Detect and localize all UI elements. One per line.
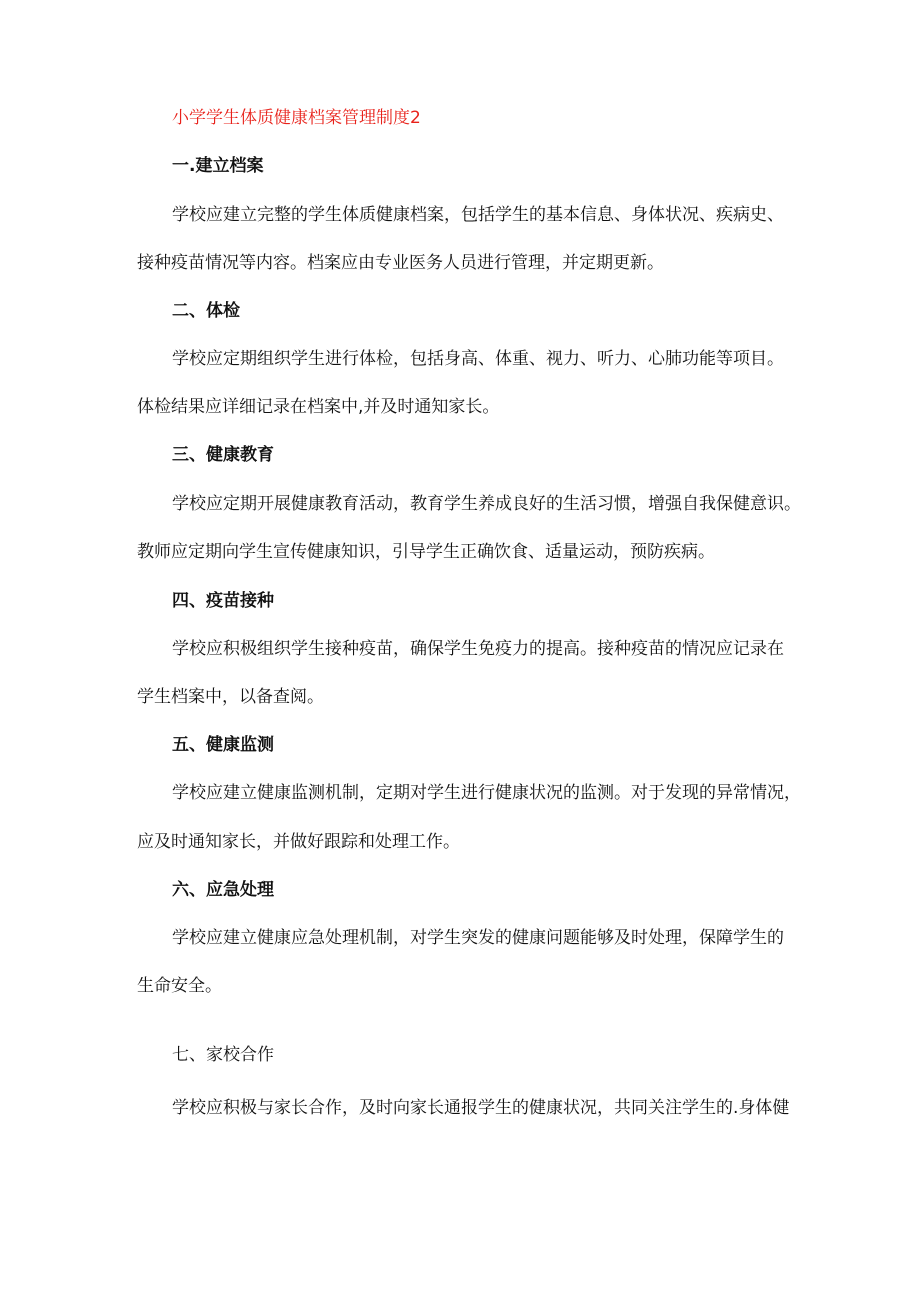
section-heading-7: 七、家校合作	[172, 1045, 274, 1065]
section-6-line-2: 生命安全。	[137, 976, 222, 996]
section-heading-1: 一.建立档案	[172, 156, 264, 176]
section-5-line-2: 应及时通知家长，并做好跟踪和处理工作。	[137, 832, 460, 852]
section-4-line-1: 学校应积极组织学生接种疫苗，确保学生免疫力的提高。接种疫苗的情况应记录在	[172, 639, 784, 659]
section-heading-4: 四、疫苗接种	[172, 591, 274, 611]
section-heading-5: 五、健康监测	[172, 735, 274, 755]
section-3-line-1: 学校应定期开展健康教育活动，教育学生养成良好的生活习惯，增强自我保健意识。	[172, 494, 801, 514]
section-2-line-2: 体检结果应详细记录在档案中,并及时通知家长。	[137, 397, 500, 417]
section-5-line-1: 学校应建立健康监测机制，定期对学生进行健康状况的监测。对于发现的异常情况，	[172, 783, 801, 803]
section-2-line-1: 学校应定期组织学生进行体检，包括身高、体重、视力、听力、心肺功能等项目。	[172, 349, 784, 369]
section-3-line-2: 教师应定期向学生宣传健康知识，引导学生正确饮食、适量运动，预防疾病。	[137, 542, 715, 562]
section-1-line-2: 接种疫苗情况等内容。档案应由专业医务人员进行管理，并定期更新。	[137, 253, 664, 273]
section-6-line-1: 学校应建立健康应急处理机制，对学生突发的健康问题能够及时处理，保障学生的	[172, 928, 784, 948]
section-4-line-2: 学生档案中，以备查阅。	[137, 687, 324, 707]
section-7-line-1: 学校应积极与家长合作，及时向家长通报学生的健康状况，共同关注学生的.身体健	[172, 1098, 790, 1118]
section-heading-3: 三、健康教育	[172, 445, 274, 465]
section-heading-2: 二、体检	[172, 301, 240, 321]
document-title: 小学学生体质健康档案管理制度2	[172, 108, 421, 128]
section-heading-6: 六、应急处理	[172, 880, 274, 900]
section-1-line-1: 学校应建立完整的学生体质健康档案，包括学生的基本信息、身体状况、疾病史、	[172, 205, 784, 225]
